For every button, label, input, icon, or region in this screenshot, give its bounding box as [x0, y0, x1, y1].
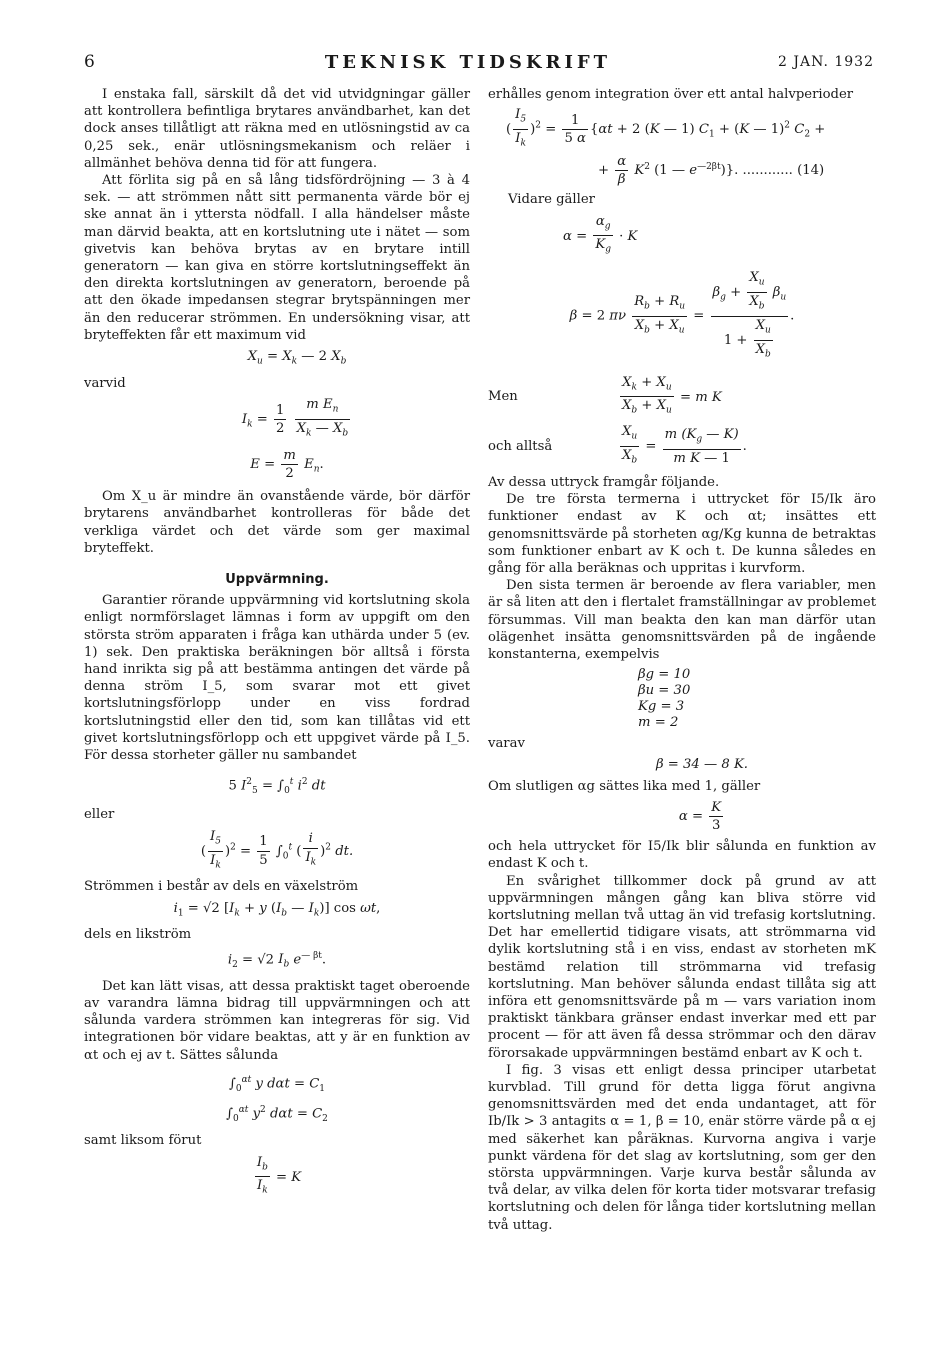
equation-i2: $i_2 = √2$ $I_b$ $e^{— \beta t}$. [227, 950, 327, 970]
right-column [488, 86, 876, 1234]
page-number: 6 [84, 52, 95, 72]
paragraph: dels en likström [84, 927, 192, 943]
paragraph: I enstaka fall, särskilt då det vid utvidgningar gäller att kontrollera befintliga brytares användbarhet, kan det dock anses tillåtligt att räkna med en utlösningstid av ca 0,25 sek., enär utlösningsmekanism och reläer i allmänhet behöva denna tid för att fungera. [84, 87, 470, 171]
equation-number: (14) [797, 163, 825, 179]
paragraph: Om X_u är mindre än ovanstående värde, bör därför brytarens användbarhet kontrolleras för både det verkliga värdet och det värde som ger maximal bryteffekt. [84, 489, 470, 556]
paragraph: Den sista termen är beroende av flera variabler, men är så liten att den i flertalet framställningar av problemet försummas. Vill man beakta den kan man därför utan olägenhet insätta genomsnittsvärden på de ingående konstanterna, exempelvis [488, 578, 876, 662]
issue-date: 2 JAN. 1932 [778, 54, 874, 70]
parameter: Kg = 3 [638, 699, 685, 715]
equation-i1: $i_1 = √2$ [$I_k + y$ ($I_b$ — $I_k$)] cos ωt, [173, 900, 381, 919]
paragraph: samt liksom förut [84, 1133, 202, 1149]
equation-alpha-k: α = $\frac{K}{3}$ [678, 799, 722, 833]
equation-beta-k: β = 34 — 8 K. [655, 757, 749, 773]
paragraph: Garantier rörande uppvärmning vid kortslutning skola enligt normförslaget lämnas i form av uppgift om den största ström apparaten i fråga kan uthärda under 5 (ev. 1) sek. Den praktiska beräkningen bör alltså i första hand inrikta sig på att bestämma antingen det värde på denna ström I_5, som svarar mot ett givet kortslutningsförlopp under en viss fordrad kortslutningstid eller den tid, som kan tillåtas vid ett givet kortslutningsförlopp och ett uppgivet värde på I_5. För dessa storheter gäller nu sambandet [84, 593, 470, 764]
parameter: m = 2 [638, 715, 679, 731]
journal-title: TEKNISK TIDSKRIFT [324, 52, 612, 73]
equation-ratio-integral: ( $\frac{I_5}{I_k}$ )$^2$ = $\frac{1}{5}$ $\int_0^t$ ( $\frac{i}{I_k}$ )$^2$ dt. [200, 828, 354, 871]
parameter: βu = 30 [638, 683, 691, 699]
page-header [0, 52, 936, 78]
equation-ik: $I_k$ = $\frac{1}{2}$ $\frac{m E_n}{X_k — X_b}$ [241, 397, 349, 439]
equation-xu: $X_u = X_k$ — 2 $X_b$ [247, 349, 347, 367]
label-eller: eller [84, 807, 115, 823]
paragraph: och hela uttrycket för I5/Ik blir sålunda en funktion av endast K och t. [488, 839, 876, 872]
paragraph: En svårighet tillkommer dock på grund av att uppvärmningen mången gång kan bliva större vid kortslutning mellan två uttag än vid trefasig kortslutning. Det har emellertid tidigare visats, att strömmarna vid dylik kortslutning stå i en viss, endast av storheten mK bestämd relation till strömmarna vid trefasig kortslutning. Man behöver sålunda endast tillåta sig att införa ett genomsnittsvärde på m — vars variation inom praktiskt tänkbara gränser endast inverkar med ett par procent — för att även få dessa strömmar och den därav förorsakade uppvärmningen bestämd enbart av K och t. [488, 873, 876, 1061]
label-men: Men [488, 389, 518, 405]
equation-mk: $\frac{X_k + X_u}{X_b + X_u}$ = m K [622, 374, 722, 417]
label-vidare: Vidare gäller [508, 192, 595, 208]
equation-c1: $\int_0^{\alpha t}$ y $d\alpha t = C_1$ [228, 1074, 326, 1094]
paragraph: Av dessa uttryck framgår följande. [488, 474, 720, 490]
section-title: Uppvärmning. [225, 572, 329, 587]
equation-xuxb-row [488, 423, 876, 470]
paragraph: erhålles genom integration över ett antal halvperioder [488, 87, 854, 102]
parameter: βg = 10 [638, 667, 691, 683]
equation-beta: β = 2 πν $\frac{R_b + R_u}{X_b + X_u}$ = $\beta_g$ + $\frac{X_u}{X_b}$ $\beta_u$ 1 + $\frac{X_u}{X_b}$ . [569, 270, 795, 360]
equation-mk-row [488, 374, 876, 421]
paragraph: Strömmen i består av dels en växelström [84, 879, 359, 895]
equation-c2: $\int_0^{\alpha t}$ $y^2$ $d\alpha t = C_2$ [226, 1105, 328, 1125]
equation-k: $\frac{I_b}{I_k}$ = K [256, 1154, 302, 1197]
equation-14: ( $\frac{I_5}{I_k}$ )$^2$ = $\frac{1}{5 \alpha}$ {αt + 2 (K — 1) $C_1 + (K$ — 1)$^2$ $C_2$ + + $\frac{\alpha}{\beta}$ $K^2$ (1 — $e^{—2\beta t}$)}. ............ (14) [506, 107, 826, 188]
equation-alpha: α = $\frac{\alpha_g}{K_g}$ · K [563, 213, 638, 255]
label-varav: varav [488, 736, 525, 752]
equation-heat-integral: 5 $I^2_5 = \int_0^t$ $i^2$ dt [228, 777, 326, 797]
paragraph: I fig. 3 visas ett enligt dessa principer utarbetat kurvblad. Till grund för detta ligga förut angivna genomsnittsvärden med det enda undantaget, att för Ib/Ik > 3 antagits α = 1, β = 10, enär större värde på α ej med säkerhet kan påräknas. Kurvorna angiva i varje punkt värdena för det slag av kortslutning, som ger den största uppvärmningen. Varje kurva består sålunda av två delar, av vilka delen för korta tider motsvarar trefasig kortslutning och delen för långa tider kortslutning mellan två uttag. [488, 1062, 876, 1233]
paragraph: De tre första termerna i uttrycket för I5/Ik äro funktioner endast av K och αt; insättes ett genomsnittsvärde på storheten αg/Kg kunna de betraktas som funktioner enbart av K och t. De kunna således en gång för alla beräknas och uppritas i kurvform. [488, 492, 876, 576]
dot-leader: ............ [742, 163, 793, 179]
equation-xuxb: $\frac{X_u}{X_b}$ = $\frac{m (K_g — K)}{\text{m K — 1}}$ . [622, 424, 747, 466]
paragraph: Det kan lätt visas, att dessa praktiskt taget oberoende av varandra lämna bidrag till uppvärmningen och att sålunda vardera strömmen kan integreras för sig. Vid integrationen bör vidare beaktas, att y är en funktion av αt och ej av t. Sättes sålunda [84, 978, 470, 1063]
label-varvid: varvid [84, 375, 126, 391]
equation-e: E = $\frac{m}{2}$ $E_n$. [250, 447, 324, 481]
label-och-alltsa: och alltså [488, 438, 553, 454]
paragraph: Att förlita sig på en så lång tidsfördröjning — 3 à 4 sek. — att strömmen nått sitt permanenta värde bör ej ske annat än i yttersta nödfall. I alla händelser måste man därvid beakta, att en kortslutning ute i nätet — som givetvis kan behöva brytas av en brytare intill generatorn — kan giva en större kortslutningseffekt än den direkta kortslutningen av generatorn, beroende på att den ökade impedansen stegrar brytspänningen mer än den reducerar strömmen. En undersökning visar, att bryteffekten får ett maximum vid [84, 173, 470, 343]
parameter-list [638, 667, 876, 731]
left-column [84, 86, 470, 1204]
paragraph: Om slutligen αg sättes lika med 1, gäller [488, 778, 761, 794]
